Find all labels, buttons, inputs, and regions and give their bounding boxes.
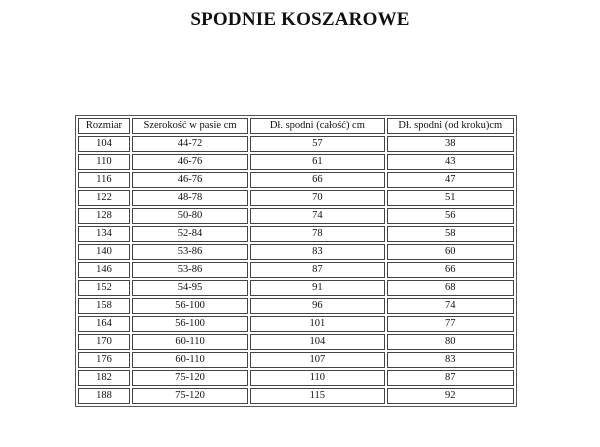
cell-waist-width: 53-86 [132, 244, 248, 260]
cell-size: 164 [78, 316, 130, 332]
table-row [78, 136, 514, 152]
header-inseam-length: Dł. spodni (od kroku)cm [387, 118, 514, 134]
cell-waist-width: 54-95 [132, 280, 248, 296]
cell-waist-width: 46-76 [132, 154, 248, 170]
cell-size: 116 [78, 172, 130, 188]
cell-total-length: 110 [250, 370, 385, 386]
cell-waist-width: 46-76 [132, 172, 248, 188]
cell-inseam-length: 77 [387, 316, 514, 332]
header-total-length: Dł. spodni (całość) cm [250, 118, 385, 134]
cell-inseam-length: 83 [387, 352, 514, 368]
cell-size: 152 [78, 280, 130, 296]
cell-size: 140 [78, 244, 130, 260]
cell-total-length: 87 [250, 262, 385, 278]
cell-inseam-length: 51 [387, 190, 514, 206]
cell-size: 182 [78, 370, 130, 386]
cell-inseam-length: 66 [387, 262, 514, 278]
cell-size: 122 [78, 190, 130, 206]
cell-waist-width: 60-110 [132, 352, 248, 368]
cell-total-length: 74 [250, 208, 385, 224]
cell-waist-width: 56-100 [132, 316, 248, 332]
page-title: SPODNIE KOSZAROWE [190, 9, 410, 30]
cell-total-length: 104 [250, 334, 385, 350]
cell-inseam-length: 58 [387, 226, 514, 242]
cell-waist-width: 75-120 [132, 388, 248, 404]
cell-total-length: 70 [250, 190, 385, 206]
table-row [78, 280, 514, 296]
cell-waist-width: 50-80 [132, 208, 248, 224]
cell-size: 188 [78, 388, 130, 404]
table-row [78, 226, 514, 242]
cell-size: 146 [78, 262, 130, 278]
cell-total-length: 78 [250, 226, 385, 242]
cell-waist-width: 48-78 [132, 190, 248, 206]
table-row [78, 262, 514, 278]
cell-inseam-length: 38 [387, 136, 514, 152]
table-header [78, 118, 514, 134]
table-body [78, 136, 514, 404]
table-row [78, 190, 514, 206]
cell-size: 158 [78, 298, 130, 314]
header-row [78, 118, 514, 134]
header-waist-width: Szerokość w pasie cm [132, 118, 248, 134]
table-row [78, 370, 514, 386]
cell-inseam-length: 74 [387, 298, 514, 314]
cell-total-length: 91 [250, 280, 385, 296]
size-table [75, 115, 517, 407]
cell-waist-width: 75-120 [132, 370, 248, 386]
cell-waist-width: 56-100 [132, 298, 248, 314]
cell-inseam-length: 43 [387, 154, 514, 170]
table-row [78, 298, 514, 314]
table-row [78, 154, 514, 170]
cell-size: 104 [78, 136, 130, 152]
cell-size: 170 [78, 334, 130, 350]
cell-total-length: 83 [250, 244, 385, 260]
cell-inseam-length: 68 [387, 280, 514, 296]
table-row [78, 352, 514, 368]
header-size: Rozmiar [78, 118, 130, 134]
cell-size: 110 [78, 154, 130, 170]
cell-total-length: 96 [250, 298, 385, 314]
cell-total-length: 61 [250, 154, 385, 170]
cell-waist-width: 60-110 [132, 334, 248, 350]
table-row [78, 388, 514, 404]
cell-inseam-length: 92 [387, 388, 514, 404]
table-row [78, 334, 514, 350]
cell-total-length: 101 [250, 316, 385, 332]
cell-inseam-length: 47 [387, 172, 514, 188]
cell-waist-width: 53-86 [132, 262, 248, 278]
cell-total-length: 57 [250, 136, 385, 152]
table-row [78, 244, 514, 260]
cell-inseam-length: 87 [387, 370, 514, 386]
table-row [78, 208, 514, 224]
table-row [78, 316, 514, 332]
cell-waist-width: 52-84 [132, 226, 248, 242]
cell-total-length: 115 [250, 388, 385, 404]
cell-size: 128 [78, 208, 130, 224]
cell-inseam-length: 56 [387, 208, 514, 224]
cell-waist-width: 44-72 [132, 136, 248, 152]
cell-size: 176 [78, 352, 130, 368]
cell-size: 134 [78, 226, 130, 242]
cell-inseam-length: 60 [387, 244, 514, 260]
cell-total-length: 66 [250, 172, 385, 188]
cell-inseam-length: 80 [387, 334, 514, 350]
cell-total-length: 107 [250, 352, 385, 368]
table-row [78, 172, 514, 188]
